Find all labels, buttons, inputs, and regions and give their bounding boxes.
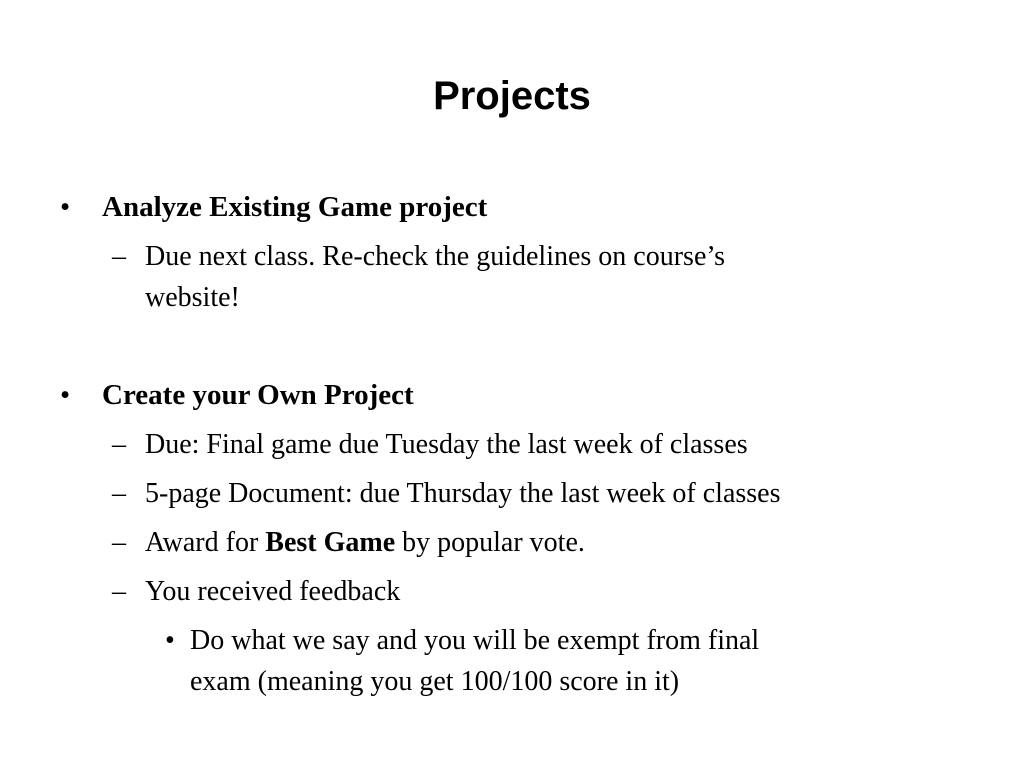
slide-title: Projects — [433, 74, 591, 118]
bullet-heading: Analyze Existing Game project — [102, 191, 488, 223]
sub-sub-item-line: exam (meaning you get 100/100 score in it) — [190, 666, 680, 697]
bullet-marker: • — [60, 191, 71, 223]
sub-item-text — [145, 522, 905, 563]
dash-marker: – — [112, 429, 126, 460]
bullet-marker: • — [60, 379, 71, 411]
sub-item-text: 5-page Document: due Thursday the last week of classes — [145, 478, 781, 509]
sub-item-text — [145, 236, 905, 318]
dash-marker: – — [112, 576, 126, 607]
sub-item-line: website! — [145, 282, 240, 313]
bullet-heading: Create your Own Project — [102, 379, 414, 411]
sub-item-text: You received feedback — [145, 576, 401, 607]
dot-marker: • — [165, 625, 175, 656]
award-pre-text: Award for — [145, 527, 266, 558]
sub-sub-item-text — [190, 620, 890, 702]
award-post-text: by popular vote. — [395, 527, 585, 558]
dash-marker: – — [112, 527, 126, 558]
dash-marker: – — [112, 478, 126, 509]
award-bold-text: Best Game — [265, 527, 396, 558]
sub-sub-item-line: Do what we say and you will be exempt from final — [190, 625, 760, 656]
dash-marker: – — [112, 241, 126, 272]
sub-item-text: Due: Final game due Tuesday the last week of classes — [145, 429, 748, 460]
sub-item-line: Due next class. Re-check the guidelines on course’s — [145, 241, 726, 272]
